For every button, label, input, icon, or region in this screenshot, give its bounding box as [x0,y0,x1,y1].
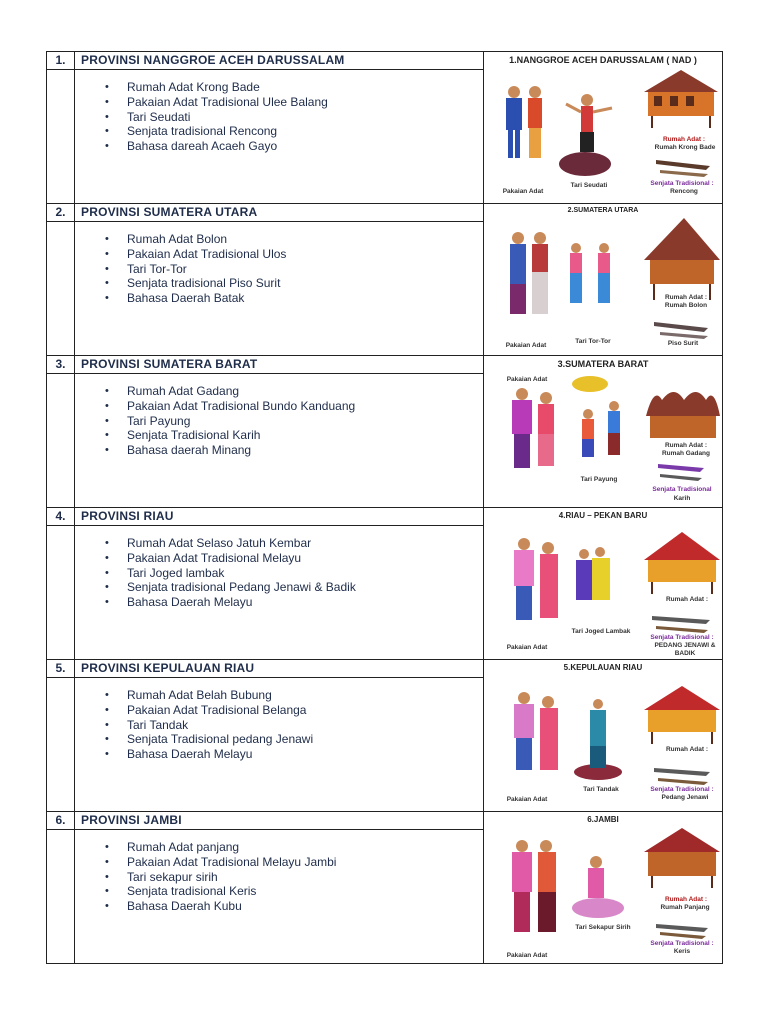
house-caption: Rumah Adat : [664,896,707,903]
row-1-header [47,52,723,70]
province-title: PROVINSI RIAU [75,508,484,526]
weapon-name: Rencong [670,188,698,195]
couple-figures [512,840,556,932]
illustration-title: 1.NANGGROE ACEH DARUSSALAM ( NAD ) [509,55,697,65]
province-illustration [484,508,722,658]
clothing-caption: Pakaian Adat [502,188,544,195]
list-item: • Tari Joged lambak [127,566,483,581]
list-item: • Tari Seudati [127,110,483,125]
list-item: • Tari Tandak [127,718,483,733]
row-number: 5. [47,660,75,678]
province-title: PROVINSI SUMATERA BARAT [75,356,484,374]
list-item: • Bahasa daerah Minang [127,443,483,458]
dance-caption: Tari Tor-Tor [575,338,611,345]
dance-caption: Tari Joged Lambak [571,628,631,635]
items-cell [75,70,484,204]
list-item: • Bahasa Daerah Melayu [127,747,483,762]
row-number-spacer [47,830,75,964]
house-caption: Rumah Adat : [664,294,707,301]
row-number: 1. [47,52,75,70]
list-item: • Rumah Adat Bolon [127,232,483,247]
item-list [75,80,483,154]
province-title: PROVINSI KEPULAUAN RIAU [75,660,484,678]
list-item: • Bahasa Daerah Melayu [127,595,483,610]
provinces-table [46,51,723,964]
dancer-figures [576,547,610,600]
list-item: • Pakaian Adat Tradisional Ulos [127,247,483,262]
list-item: • Rumah Adat Selaso Jatuh Kembar [127,536,483,551]
row-4-header [47,508,723,526]
list-item: • Pakaian Adat Tradisional Bundo Kanduang [127,399,483,414]
list-item: • Rumah Adat Gadang [127,384,483,399]
list-item: • Tari Tor-Tor [127,262,483,277]
illustration-title: 4.RIAU – PEKAN BARU [558,511,648,520]
list-item: • Senjata tradisional Rencong [127,124,483,139]
weapon-name: Karih [673,495,691,502]
item-list [75,536,483,610]
clothing-caption: Pakaian Adat [506,952,548,959]
items-cell [75,374,484,508]
items-cell [75,678,484,812]
weapon [652,616,710,633]
item-list [75,232,483,306]
province-title: PROVINSI NANGGROE ACEH DARUSSALAM [75,52,484,70]
province-illustration [484,812,722,962]
province-illustration [484,660,722,810]
item-list [75,688,483,762]
clothing-caption: Pakaian Adat [506,796,548,803]
weapon [654,768,710,785]
list-item: • Senjata Tradisional pedang Jenawi [127,732,483,747]
items-cell [75,526,484,660]
row-number: 3. [47,356,75,374]
couple-figures [510,232,548,314]
row-2-header [47,204,723,222]
row-5-header [47,660,723,678]
illustration-cell [484,812,723,964]
row-number: 6. [47,812,75,830]
list-item: • Pakaian Adat Tradisional Melayu Jambi [127,855,483,870]
couple-figures [514,538,558,620]
list-item: • Bahasa Daerah Batak [127,291,483,306]
weapon-caption: Senjata Tradisional : [650,634,714,641]
house-caption: Rumah Adat : [665,596,708,603]
list-item: • Bahasa dareah Acaeh Gayo [127,139,483,154]
weapon-caption: Senjata Tradisional : [650,940,714,947]
list-item: • Tari sekapur sirih [127,870,483,885]
item-list [75,840,483,914]
dancer-figure [574,699,622,780]
couple-figures [512,388,554,468]
dance-caption: Tari Sekapur Sirih [575,924,631,931]
traditional-house [644,828,720,888]
illustration-cell [484,52,723,204]
weapon [656,924,708,939]
illustration-cell [484,508,723,660]
list-item: • Pakaian Adat Tradisional Belanga [127,703,483,718]
illustration-title: 6.JAMBI [587,815,619,824]
house-name: Rumah Gadang [661,450,711,457]
traditional-house [644,532,720,594]
house-name: Rumah Krong Bade [654,144,716,151]
row-number-spacer [47,678,75,812]
items-cell [75,222,484,356]
item-list [75,384,483,458]
list-item: • Senjata tradisional Piso Surit [127,276,483,291]
dancer-figures [572,376,620,457]
row-6-header [47,812,723,830]
illustration-cell [484,660,723,812]
province-illustration [484,204,722,354]
list-item: • Tari Payung [127,414,483,429]
traditional-house [644,70,718,128]
weapon-caption: Senjata Tradisional : [650,786,714,793]
clothing-caption: Pakaian Adat [506,644,548,651]
list-item: • Rumah Adat Belah Bubung [127,688,483,703]
traditional-house [644,686,720,744]
row-number-spacer [47,70,75,204]
dancer-figure [559,94,612,176]
couple-figures [506,86,542,158]
costume-dance-house-illustration [484,204,722,354]
house-name: Rumah Panjang [660,904,710,911]
dance-caption: Tari Tandak [583,786,619,793]
dance-caption: Tari Seudati [570,182,608,189]
illustration-title: 3.SUMATERA BARAT [557,359,649,369]
dancer-figure [572,856,624,918]
illustration-cell [484,204,723,356]
weapon [658,464,704,481]
weapon [654,322,708,339]
weapon-name: Piso Surit [667,340,699,347]
weapon-name: Keris [673,948,691,955]
house-caption: Rumah Adat : [664,442,707,449]
province-title: PROVINSI SUMATERA UTARA [75,204,484,222]
house-caption: Rumah Adat : [662,136,705,143]
couple-figures [514,692,558,770]
house-caption: Rumah Adat : [665,746,708,753]
province-illustration [484,52,722,202]
province-illustration [484,356,722,506]
row-number-spacer [47,374,75,508]
list-item: • Senjata tradisional Pedang Jenawi & Badik [127,580,483,595]
dancer-figures [570,243,610,303]
weapon-name: Pedang Jenawi [661,794,709,801]
list-item: • Bahasa Daerah Kubu [127,899,483,914]
list-item: • Senjata Tradisional Karih [127,428,483,443]
illustration-title: 2.SUMATERA UTARA [567,207,639,214]
weapon [656,160,710,177]
items-cell [75,830,484,964]
list-item: • Rumah Adat Krong Bade [127,80,483,95]
list-item: • Pakaian Adat Tradisional Melayu [127,551,483,566]
weapon-caption: Senjata Tradisional : [650,180,714,187]
illustration-cell [484,356,723,508]
clothing-caption: Pakaian Adat [505,342,547,349]
row-number: 4. [47,508,75,526]
row-3-header [47,356,723,374]
traditional-house [646,392,720,438]
row-number: 2. [47,204,75,222]
list-item: • Pakaian Adat Tradisional Ulee Balang [127,95,483,110]
weapon-name: PEDANG JENAWI & BADIK [654,642,716,657]
list-item: • Rumah Adat panjang [127,840,483,855]
illustration-title: 5.KEPULAUAN RIAU [563,663,643,672]
dance-caption: Tari Payung [580,476,618,483]
weapon-caption: Senjata Tradisional [652,486,712,493]
house-name: Rumah Bolon [664,302,708,309]
province-title: PROVINSI JAMBI [75,812,484,830]
clothing-caption: Pakaian Adat [506,376,548,383]
list-item: • Senjata tradisional Keris [127,884,483,899]
row-number-spacer [47,222,75,356]
traditional-house [644,218,720,300]
row-number-spacer [47,526,75,660]
